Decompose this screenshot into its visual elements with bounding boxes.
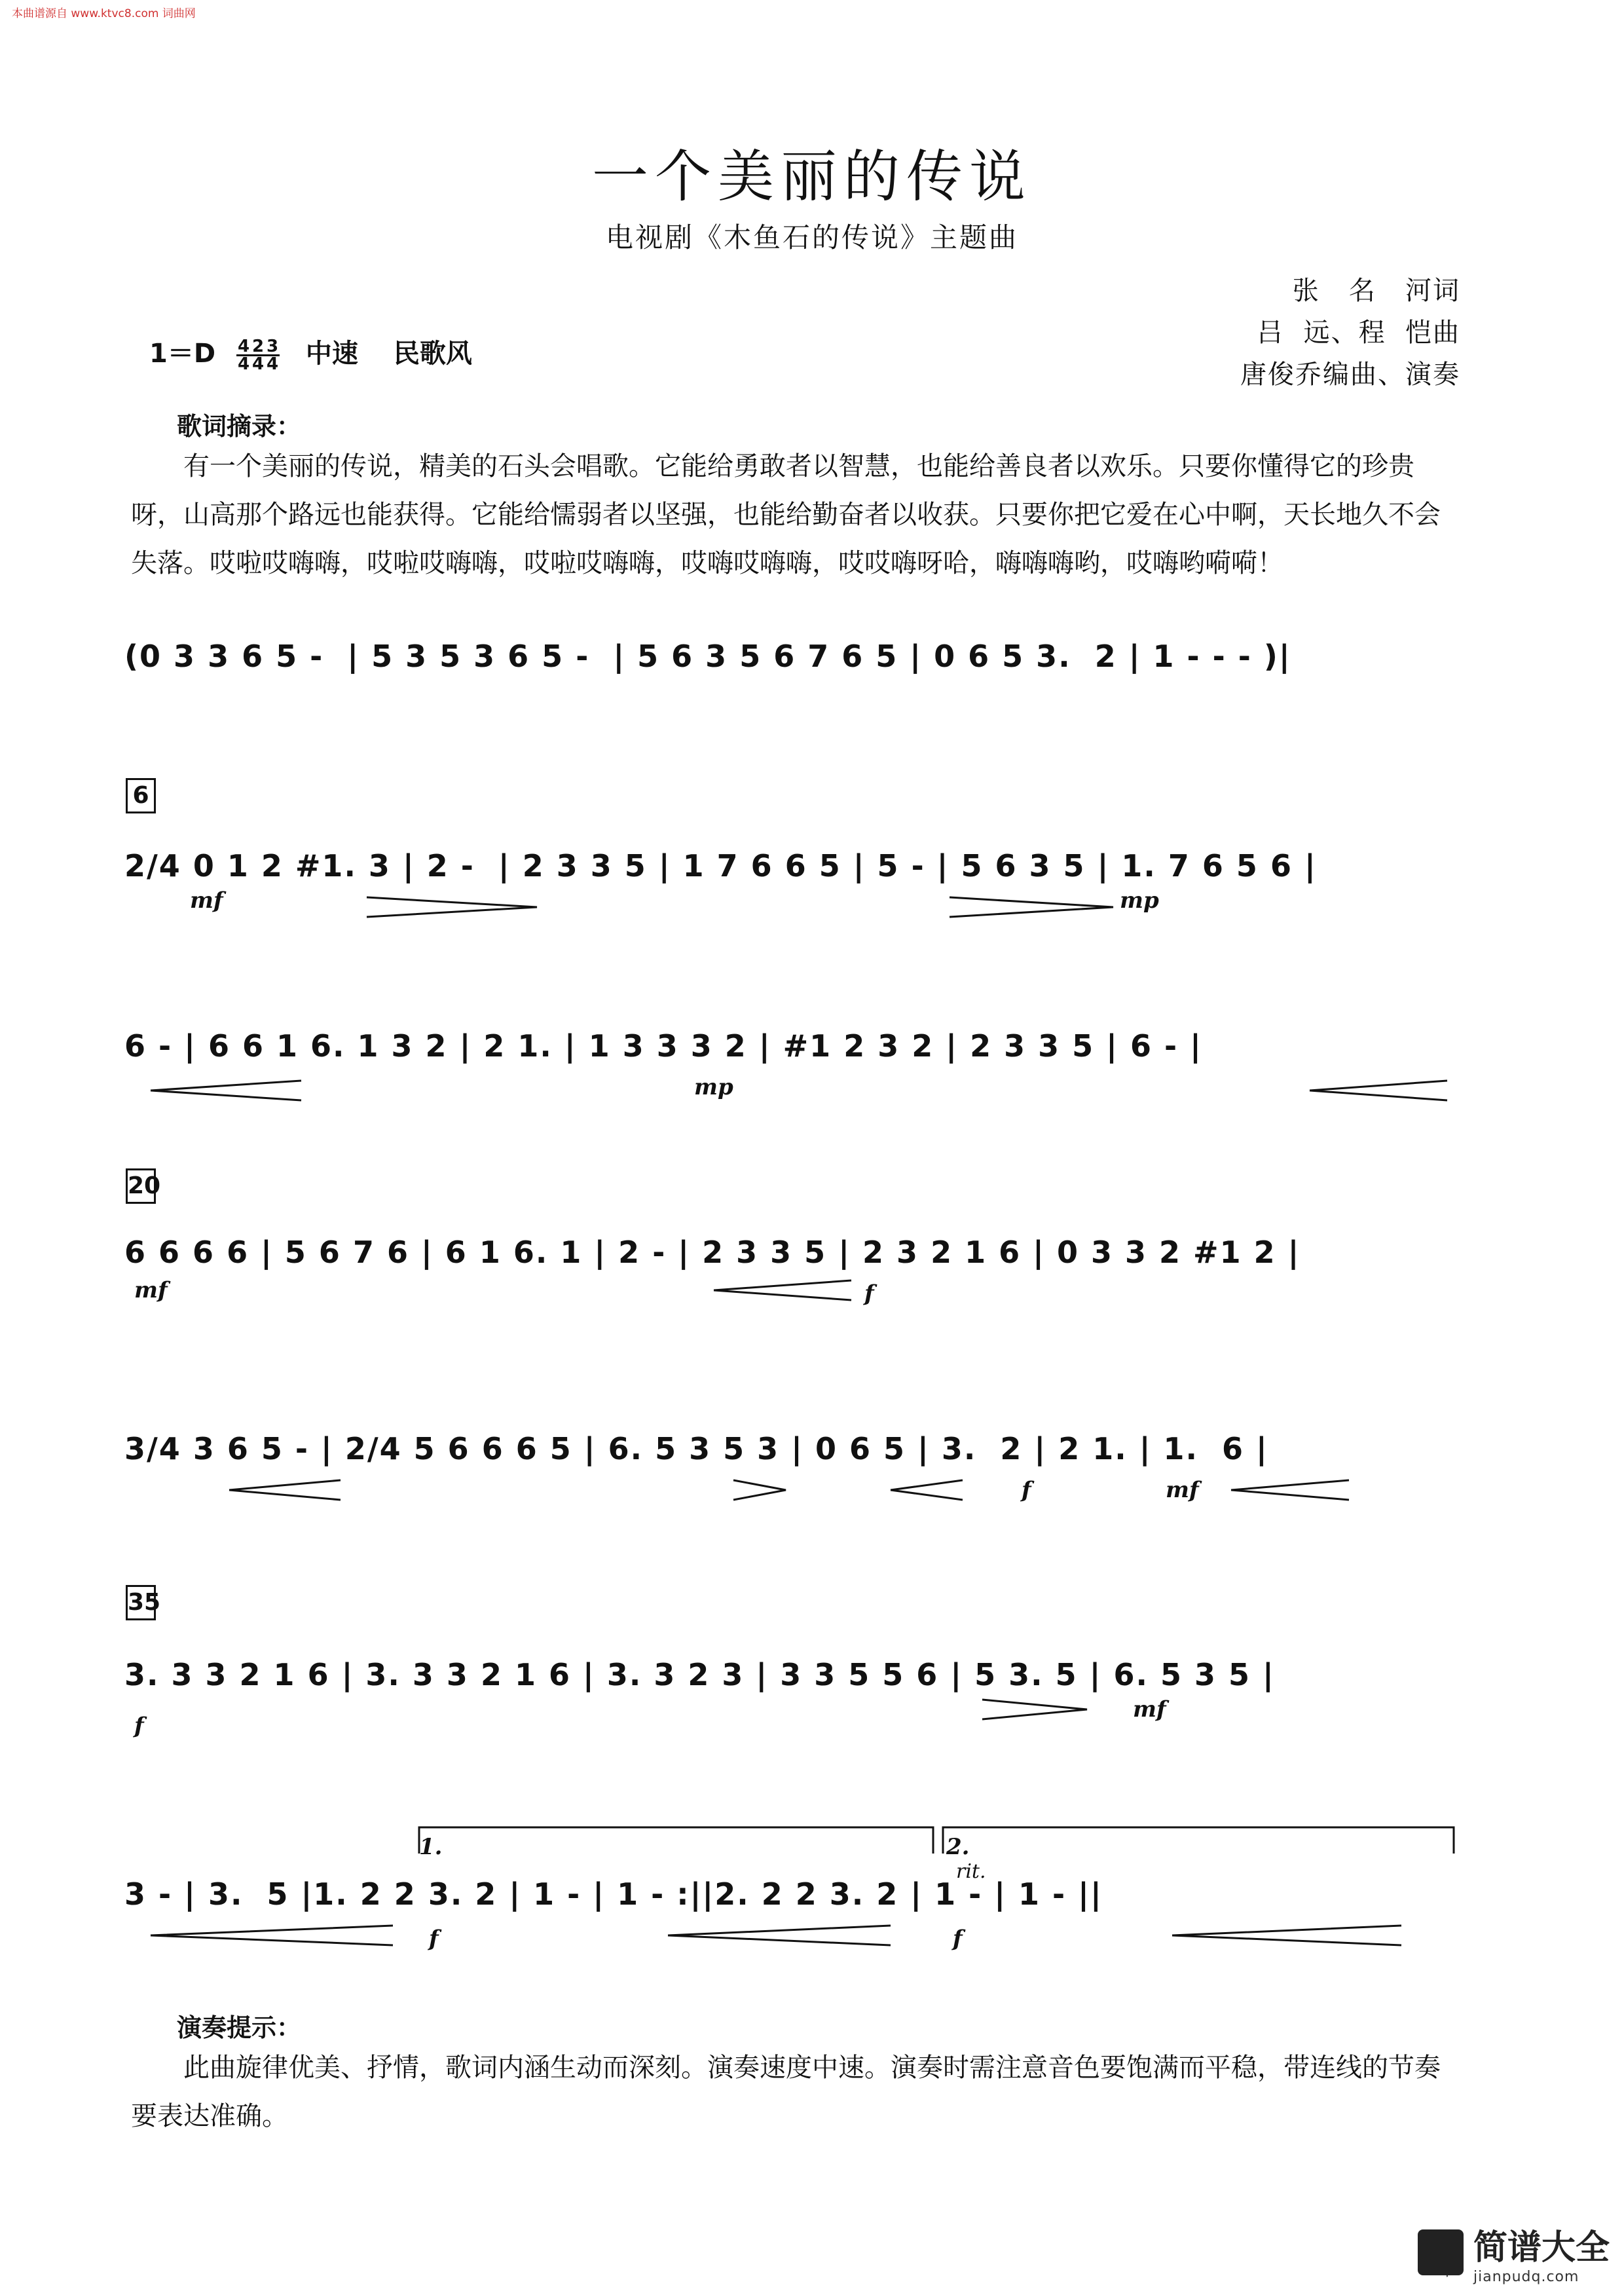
tempo-marking: 中速 <box>305 339 358 369</box>
dynamic-marking: f <box>953 1926 963 1952</box>
source-line: 本曲谱源自 www.ktvc8.com 词曲网 <box>12 7 196 20</box>
system-notes: 3. 3 3 2 1 6 | 3. 3 3 2 1 6 | 3. 3 2 3 | 3 3 5 5 6 | 5 3. 5 | 6. 5 3 5 | <box>124 1657 1275 1692</box>
lyrics-text: 有一个美丽的传说，精美的石头会唱歌。它能给勇敢者以智慧，也能给善良者以欢乐。只要你懂得它的珍贵呀，山高那个路远也能获得。它能给懦弱者以坚强，也能给勤奋者以收获。只要你把它爱在心中啊，天长地久不会失落。哎啦哎嗨嗨，哎啦哎嗨嗨，哎啦哎嗨嗨，哎嗨哎嗨嗨，哎哎嗨呀哈，嗨嗨嗨哟，哎嗨哟嗬嗬！ <box>131 451 1441 578</box>
tips-text: 此曲旋律优美、抒情，歌词内涵生动而深刻。演奏速度中速。演奏时需注意音色要饱满而平稳，带连线的节奏要表达准确。 <box>131 2053 1441 2131</box>
dynamic-marking: f <box>1022 1477 1031 1503</box>
dynamic-marking: mf <box>134 1277 168 1303</box>
volta-1: 1. <box>419 1834 443 1860</box>
time-sig-num-1: 4 <box>237 336 250 356</box>
measure-number: 20 <box>126 1168 156 1204</box>
dynamic-marking: mp <box>694 1074 733 1100</box>
time-sig-num-2: 2 <box>251 336 265 356</box>
diminuendo-hairpin <box>733 1480 786 1500</box>
key: 1＝D <box>149 339 216 369</box>
system-notes: 3 - | 3. 5 |1. 2 2 3. 2 | 1 - | 1 - :||2. 2 2 3. 2 | 1 - | 1 - || <box>124 1876 1103 1912</box>
measure-number: 6 <box>126 778 156 813</box>
lyricist-credit: 张 名 河词 <box>1292 276 1460 306</box>
crescendo-hairpin <box>229 1480 341 1500</box>
dynamic-marking: mf <box>1166 1477 1199 1503</box>
dynamic-marking: f <box>429 1926 439 1952</box>
arranger-credit: 唐俊乔编曲、演奏 <box>1240 360 1460 390</box>
volta-2: 2. <box>946 1834 970 1860</box>
site-logo <box>1418 2220 1610 2285</box>
crescendo-hairpin <box>1231 1480 1349 1500</box>
crescendo-hairpin <box>151 1926 393 1945</box>
dynamic-marking: mf <box>190 887 223 914</box>
logo-icon <box>1418 2229 1464 2275</box>
time-sig-den-1: 4 <box>237 354 250 374</box>
tips-heading: 演奏提示： <box>177 2013 302 2042</box>
crescendo-hairpin <box>1172 1926 1401 1945</box>
logo-name: 简谱大全 <box>1473 2228 1610 2267</box>
page-subtitle: 电视剧《木鱼石的传说》主题曲 <box>605 221 1018 253</box>
crescendo-hairpin <box>668 1926 891 1945</box>
time-sig-den-2: 4 <box>251 354 265 374</box>
diminuendo-hairpin <box>982 1700 1087 1719</box>
time-sig-den-3: 4 <box>266 354 279 374</box>
system-notes: 3/4 3 6 5 - | 2/4 5 6 6 6 5 | 6. 5 3 5 3 | 0 6 5 | 3. 2 | 2 1. | 1. 6 | <box>124 1431 1268 1466</box>
crescendo-hairpin <box>891 1480 963 1500</box>
style-marking: 民歌风 <box>393 339 472 369</box>
system-notes: 6 - | 6 6 1 6. 1 3 2 | 2 1. | 1 3 3 3 2 | #1 2 3 2 | 2 3 3 5 | 6 - | <box>124 1028 1202 1064</box>
volta-bracket-2 <box>943 1827 1454 1854</box>
system-notes: 6 6 6 6 | 5 6 7 6 | 6 1 6. 1 | 2 - | 2 3 3 5 | 2 3 2 1 6 | 0 3 3 2 #1 2 | <box>124 1235 1301 1270</box>
intro-notes: (0 3 3 6 5 - | 5 3 5 3 6 5 - | 5 6 3 5 6 7 6 5 | 0 6 5 3. 2 | 1 - - - )| <box>124 639 1291 674</box>
crescendo-hairpin <box>151 1081 301 1100</box>
diminuendo-hairpin <box>950 897 1113 917</box>
measure-number: 35 <box>126 1585 156 1620</box>
system-notes: 2/4 0 1 2 #1. 3 | 2 - | 2 3 3 5 | 1 7 6 6 5 | 5 - | 5 6 3 5 | 1. 7 6 5 6 | <box>124 848 1317 884</box>
dynamic-marking: mf <box>1133 1696 1166 1723</box>
time-sig-num-3: 3 <box>266 336 279 356</box>
crescendo-hairpin <box>714 1280 851 1300</box>
dynamic-marking: f <box>864 1280 874 1307</box>
volta-bracket-1 <box>419 1827 933 1854</box>
lyrics-heading: 歌词摘录： <box>177 412 302 441</box>
logo-url: jianpudq.com <box>1473 2269 1579 2285</box>
crescendo-hairpin <box>367 897 537 917</box>
dynamic-marking: mp <box>1120 887 1159 914</box>
page-title: 一个美丽的传说 <box>592 144 1032 210</box>
composer-credit: 吕 远、程 恺曲 <box>1257 318 1460 348</box>
ritardando: rit. <box>956 1860 986 1883</box>
crescendo-hairpin <box>1310 1081 1447 1100</box>
dynamic-marking: f <box>134 1713 144 1739</box>
